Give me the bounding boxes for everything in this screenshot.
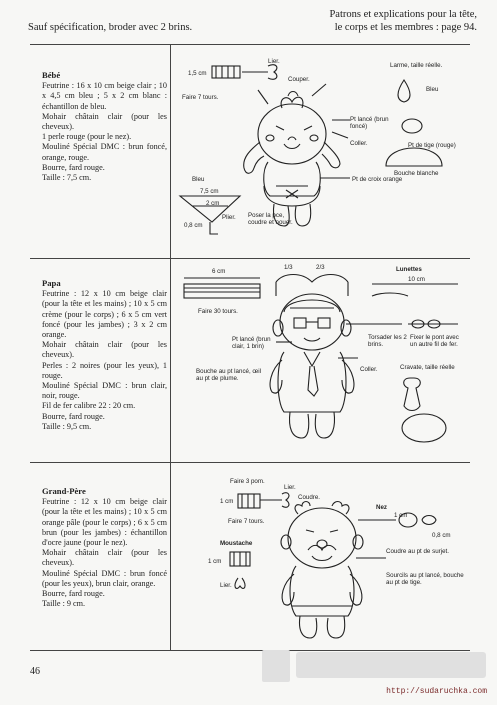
bebe-label: Poser la pce, coudre et nouer.	[248, 212, 293, 226]
section-papa-text	[42, 278, 167, 432]
material-line: Feutrine : 12 x 10 cm beige clair (pour la tête et les mains) ; 10 x 5 cm crème (pour le corps) ; 6 x 5 cm vert foncé (pour les jambes) ; 3 x 2 cm orange.	[42, 289, 167, 340]
grandpere-label: Nez	[376, 504, 388, 511]
grandpere-label: Lier.	[284, 484, 296, 491]
section-grandpere-text	[42, 486, 167, 609]
material-line: Bourre, fard rouge.	[42, 411, 105, 421]
material-line: Mouliné Spécial DMC : brun clair, noir, rouge.	[42, 381, 167, 401]
bebe-label: Bouche blanche	[394, 170, 439, 177]
rule-section-2	[30, 258, 470, 259]
header-right-line1: Patrons et explications pour la tête,	[329, 9, 477, 20]
bebe-label: Couper.	[288, 76, 310, 83]
header-left: Sauf spécification, broder avec 2 brins.	[28, 22, 193, 33]
bebe-label: Coller.	[350, 140, 368, 147]
bebe-label: Bleu	[426, 86, 439, 93]
material-line: Taille : 9 cm.	[42, 599, 86, 609]
papa-label: Pt lancé (brun clair, 1 brin)	[232, 336, 271, 350]
section-title: Papa	[42, 278, 61, 288]
material-line: Taille : 7,5 cm.	[42, 173, 92, 183]
material-line: Feutrine : 16 x 10 cm beige clair ; 10 x 4,5 cm bleu ; 5 x 2 cm blanc : échantillon de bleu.	[42, 81, 167, 111]
material-line: Mohair châtain clair (pour les cheveux).	[42, 340, 167, 360]
watermark-url[interactable]: http://sudaruchka.com	[386, 687, 487, 696]
bebe-label: Pt de croix orange	[352, 176, 403, 183]
bebe-label: Bleu	[192, 176, 205, 183]
material-line: Mohair châtain clair (pour les cheveux).	[42, 548, 167, 568]
page-number: 46	[30, 666, 40, 677]
grandpere-label: Coudre au pt de surjet.	[386, 548, 449, 555]
papa-label: 10 cm	[408, 276, 425, 283]
grandpere-label: Lier.	[220, 582, 232, 589]
bebe-label: Pt de tige (rouge)	[408, 142, 456, 149]
papa-illustration	[172, 262, 472, 458]
papa-label: 1/3	[284, 264, 293, 271]
bebe-label: Pt lancé (brun foncé)	[350, 116, 389, 130]
column-divider	[170, 44, 171, 650]
papa-label: Bouche au pt lancé, œil au pt de plume.	[196, 368, 262, 382]
material-line: 1 perle rouge (pour le nez).	[42, 132, 132, 142]
grandpere-label: Moustache	[220, 540, 253, 547]
grandpere-label: 1 cm	[394, 512, 408, 519]
grandpere-label: 0,8 cm	[432, 532, 451, 539]
bebe-label: Larme, taille réelle.	[390, 62, 443, 69]
rule-section-3	[30, 462, 470, 463]
material-line: Mouliné Spécial DMC : brun foncé (pour les yeux), brun clair, orange.	[42, 568, 167, 588]
bebe-label: 1,5 cm	[188, 70, 207, 77]
grandpere-label: Faire 3 pom.	[230, 478, 265, 485]
grandpere-label: Faire 7 tours.	[228, 518, 265, 525]
material-line: Taille : 9,5 cm.	[42, 421, 92, 431]
section-title: Bébé	[42, 70, 61, 80]
papa-label: Fixer le pont avec un autre fil de fer.	[410, 334, 459, 348]
header-right-line2: le corps et les membres : page 94.	[334, 22, 477, 33]
grandpere-illustration	[172, 466, 472, 646]
material-line: Bourre, fard rouge.	[42, 589, 105, 599]
bebe-drawing	[172, 46, 472, 256]
material-line: Fil de fer calibre 22 : 20 cm.	[42, 401, 136, 411]
bebe-label: 0,8 cm	[184, 222, 203, 229]
top-rule	[30, 44, 470, 45]
papa-label: 2/3	[316, 264, 325, 271]
grandpere-drawing	[172, 466, 472, 646]
grandpere-label: Coudre.	[298, 494, 321, 501]
bebe-label: 7,5 cm	[200, 188, 219, 195]
section-bebe-text	[42, 70, 167, 183]
material-line: Mouliné Spécial DMC : brun foncé, orange, rouge.	[42, 142, 167, 162]
papa-label: Faire 30 tours.	[198, 308, 238, 315]
bebe-label: Lier.	[268, 58, 280, 65]
bebe-label: Plier.	[222, 214, 236, 221]
bebe-label: Faire 7 tours.	[182, 94, 219, 101]
papa-label: Cravate, taille réelle	[400, 364, 455, 371]
grandpere-label: 1 cm	[220, 498, 234, 505]
bebe-illustration	[172, 46, 472, 256]
papa-label: 6 cm	[212, 268, 226, 275]
papa-label: Coller.	[360, 366, 378, 373]
header-right	[257, 8, 477, 34]
material-line: Feutrine : 12 x 10 cm beige clair (pour la tête et les mains) ; 10 x 5 cm orange pâle (pour le corps) ; 6 x 5 cm brun (pour les jambes) : échantillon d'ocre jaune (pour le nez).	[42, 497, 167, 548]
grandpere-label: Sourcils au pt lancé, bouche au pt de tige.	[386, 572, 464, 586]
material-line: Mohair châtain clair (pour les cheveux).	[42, 111, 167, 132]
papa-label: Lunettes	[396, 266, 422, 273]
section-title: Grand-Père	[42, 486, 86, 496]
material-line: Bourre, fard rouge.	[42, 162, 105, 172]
material-line: Perles : 2 noires (pour les yeux), 1 rouge.	[42, 360, 167, 380]
grandpere-label: 1 cm	[208, 558, 222, 565]
watermark-logo	[262, 644, 497, 700]
bebe-label: 2 cm	[206, 200, 220, 207]
papa-drawing	[172, 262, 472, 458]
papa-label: Torsader les 2 brins.	[368, 334, 407, 348]
